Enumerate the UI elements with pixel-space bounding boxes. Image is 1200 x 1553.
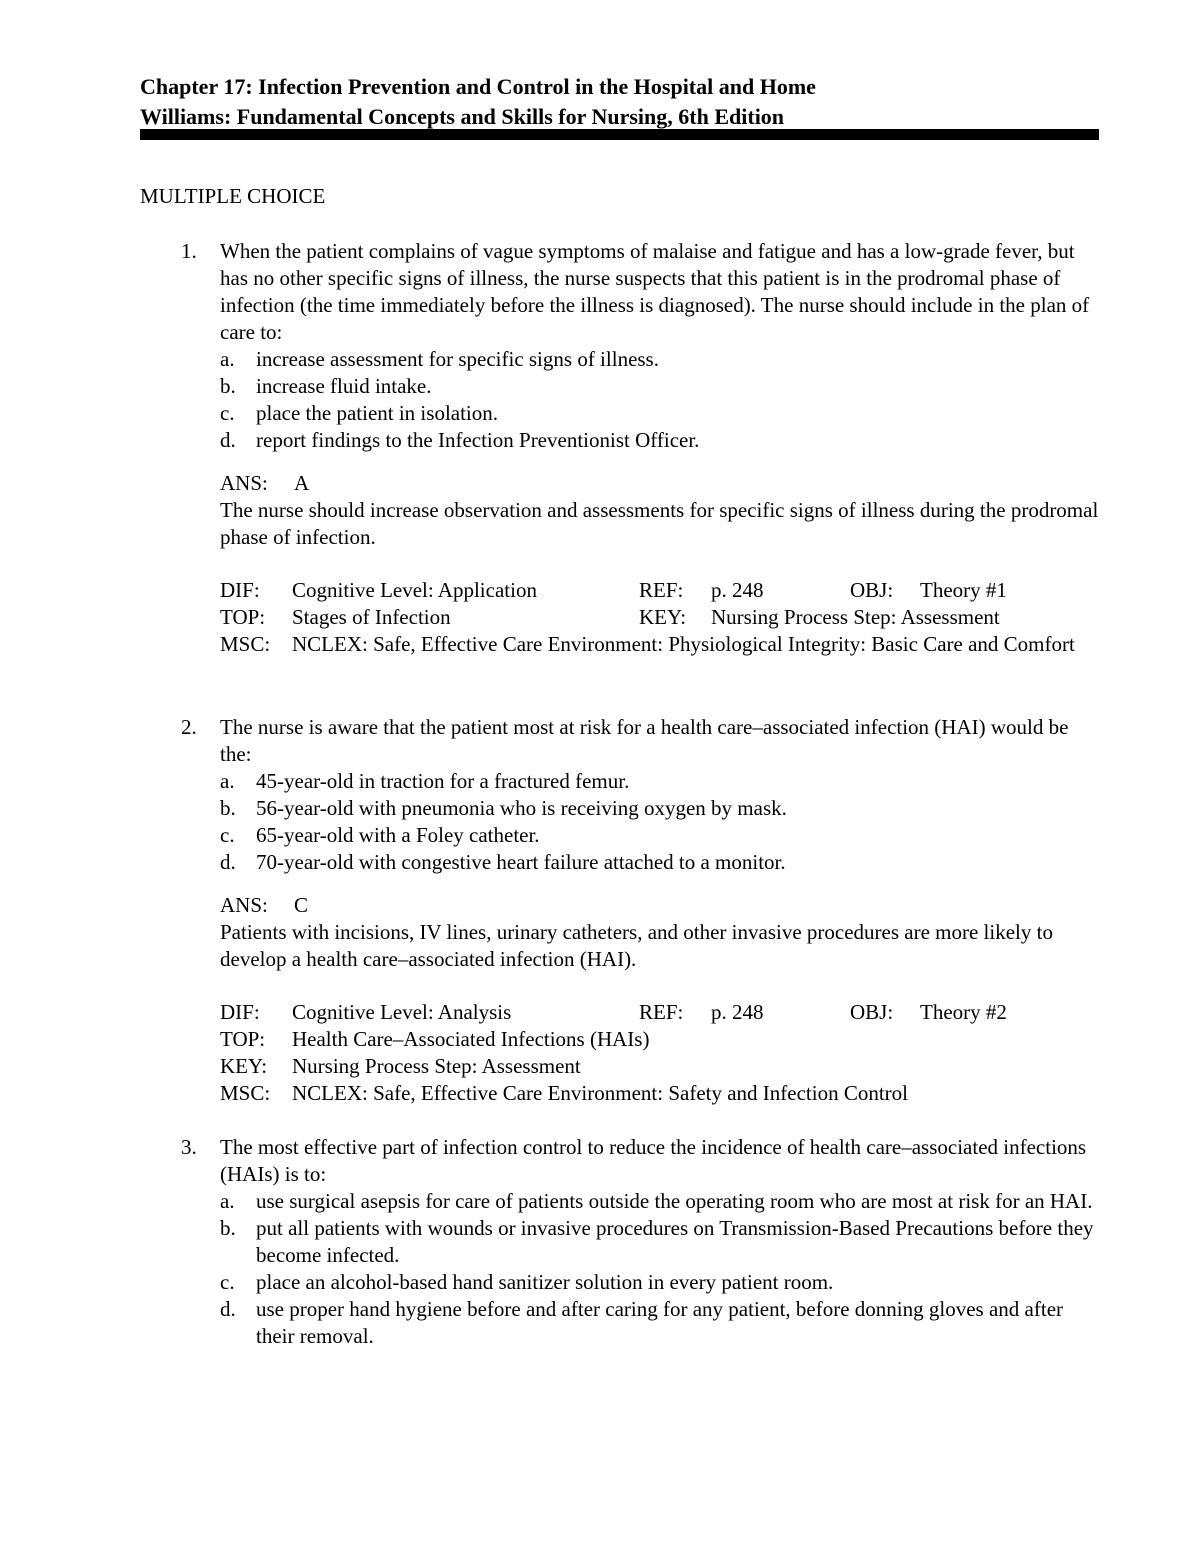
key-value: Nursing Process Step: Assessment bbox=[292, 1054, 581, 1078]
choice-letter: a. bbox=[220, 347, 235, 371]
top-label: TOP: bbox=[220, 605, 266, 629]
question-number: 1. bbox=[181, 239, 197, 263]
meta-row-dif bbox=[220, 999, 1100, 1026]
question-body bbox=[220, 1134, 1100, 1350]
choice-d bbox=[220, 427, 1100, 454]
obj-value: Theory #2 bbox=[920, 1000, 1007, 1024]
top-value: Stages of Infection bbox=[292, 605, 451, 629]
msc-value: NCLEX: Safe, Effective Care Environment: Safety and Infection Control bbox=[292, 1081, 909, 1105]
choice-text: put all patients with wounds or invasive procedures on Transmission-Based Precautions before they become infected. bbox=[256, 1216, 1094, 1267]
top-value: Health Care–Associated Infections (HAIs) bbox=[292, 1027, 650, 1051]
choice-a bbox=[220, 1188, 1100, 1215]
answer-value: A bbox=[294, 471, 310, 495]
top-label: TOP: bbox=[220, 1027, 266, 1051]
ref-value: p. 248 bbox=[711, 1000, 764, 1024]
choice-text: 45-year-old in traction for a fractured femur. bbox=[256, 769, 630, 793]
answer-block bbox=[220, 892, 1100, 973]
dif-value: Cognitive Level: Application bbox=[292, 578, 537, 602]
question-body bbox=[220, 238, 1100, 658]
choice-text: place an alcohol-based hand sanitizer solution in every patient room. bbox=[256, 1270, 834, 1294]
question-body bbox=[220, 714, 1100, 1107]
obj-label: OBJ: bbox=[850, 578, 894, 602]
rationale: Patients with incisions, IV lines, urinary catheters, and other invasive procedures are more likely to develop a health care–associated infection (HAI). bbox=[220, 920, 1053, 971]
meta-row-dif bbox=[220, 577, 1100, 604]
obj-value: Theory #1 bbox=[920, 578, 1007, 602]
book-title: Williams: Fundamental Concepts and Skills for Nursing, 6th Edition bbox=[140, 104, 785, 129]
header-rule bbox=[140, 129, 1099, 140]
question-stem: The nurse is aware that the patient most at risk for a health care–associated infection (HAI) would be the: bbox=[220, 715, 1069, 766]
msc-value: NCLEX: Safe, Effective Care Environment: Physiological Integrity: Basic Care and Comfort bbox=[292, 632, 1075, 656]
choice-letter: b. bbox=[220, 1216, 236, 1240]
choice-a bbox=[220, 346, 1100, 373]
choice-b bbox=[220, 1215, 1100, 1269]
key-label: KEY: bbox=[639, 605, 687, 629]
chapter-title: Chapter 17: Infection Prevention and Control in the Hospital and Home bbox=[140, 74, 816, 99]
choice-letter: d. bbox=[220, 850, 236, 874]
meta-row-msc bbox=[220, 631, 1100, 658]
choice-text: 56-year-old with pneumonia who is receiving oxygen by mask. bbox=[256, 796, 787, 820]
choice-text: report findings to the Infection Preventionist Officer. bbox=[256, 428, 700, 452]
dif-label: DIF: bbox=[220, 578, 260, 602]
ref-label: REF: bbox=[639, 578, 684, 602]
choice-letter: c. bbox=[220, 401, 235, 425]
choice-b bbox=[220, 373, 1100, 400]
choice-text: use proper hand hygiene before and after caring for any patient, before donning gloves and after their removal. bbox=[256, 1297, 1064, 1348]
choice-text: increase assessment for specific signs of illness. bbox=[256, 347, 659, 371]
msc-label: MSC: bbox=[220, 1081, 271, 1105]
question-number: 3. bbox=[181, 1135, 197, 1159]
obj-label: OBJ: bbox=[850, 1000, 894, 1024]
key-label: KEY: bbox=[220, 1054, 268, 1078]
choice-d bbox=[220, 1296, 1100, 1350]
choice-text: use surgical asepsis for care of patients outside the operating room who are most at risk for an HAI. bbox=[256, 1189, 1093, 1213]
question-number: 2. bbox=[181, 715, 197, 739]
meta-row-key bbox=[220, 1053, 1100, 1080]
key-value: Nursing Process Step: Assessment bbox=[711, 605, 1000, 629]
choice-letter: d. bbox=[220, 1297, 236, 1321]
section-heading: MULTIPLE CHOICE bbox=[140, 184, 326, 208]
question-stem: When the patient complains of vague symptoms of malaise and fatigue and has a low-grade fever, but has no other specific signs of illness, the nurse suspects that this patient is in the prodromal phase of infection (the time immediately before the illness is diagnosed). The nurse should include in the plan of care to: bbox=[220, 239, 1090, 344]
dif-label: DIF: bbox=[220, 1000, 260, 1024]
meta-row-msc bbox=[220, 1080, 1100, 1107]
dif-value: Cognitive Level: Analysis bbox=[292, 1000, 512, 1024]
choice-letter: b. bbox=[220, 796, 236, 820]
choice-d bbox=[220, 849, 1100, 876]
meta-row-top bbox=[220, 1026, 1100, 1053]
answer-label: ANS: bbox=[220, 471, 268, 495]
choice-text: place the patient in isolation. bbox=[256, 401, 499, 425]
choice-text: 70-year-old with congestive heart failure attached to a monitor. bbox=[256, 850, 786, 874]
choice-letter: c. bbox=[220, 1270, 235, 1294]
choice-letter: a. bbox=[220, 769, 235, 793]
meta-row-top bbox=[220, 604, 1100, 631]
choice-text: increase fluid intake. bbox=[256, 374, 432, 398]
question-stem: The most effective part of infection control to reduce the incidence of health care–associated infections (HAIs) is to: bbox=[220, 1135, 1087, 1186]
answer-label: ANS: bbox=[220, 893, 268, 917]
choice-text: 65-year-old with a Foley catheter. bbox=[256, 823, 540, 847]
choice-letter: d. bbox=[220, 428, 236, 452]
msc-label: MSC: bbox=[220, 632, 271, 656]
answer-block bbox=[220, 470, 1100, 551]
choice-b bbox=[220, 795, 1100, 822]
choice-c bbox=[220, 400, 1100, 427]
choice-letter: a. bbox=[220, 1189, 235, 1213]
choice-letter: b. bbox=[220, 374, 236, 398]
rationale: The nurse should increase observation and assessments for specific signs of illness during the prodromal phase of infection. bbox=[220, 498, 1099, 549]
choice-letter: c. bbox=[220, 823, 235, 847]
choice-a bbox=[220, 768, 1100, 795]
answer-value: C bbox=[294, 893, 309, 917]
choice-c bbox=[220, 1269, 1100, 1296]
ref-label: REF: bbox=[639, 1000, 684, 1024]
metadata-block bbox=[220, 999, 1100, 1107]
choice-c bbox=[220, 822, 1100, 849]
ref-value: p. 248 bbox=[711, 578, 764, 602]
metadata-block bbox=[220, 577, 1100, 658]
answer-row bbox=[220, 470, 1100, 497]
answer-row bbox=[220, 892, 1100, 919]
